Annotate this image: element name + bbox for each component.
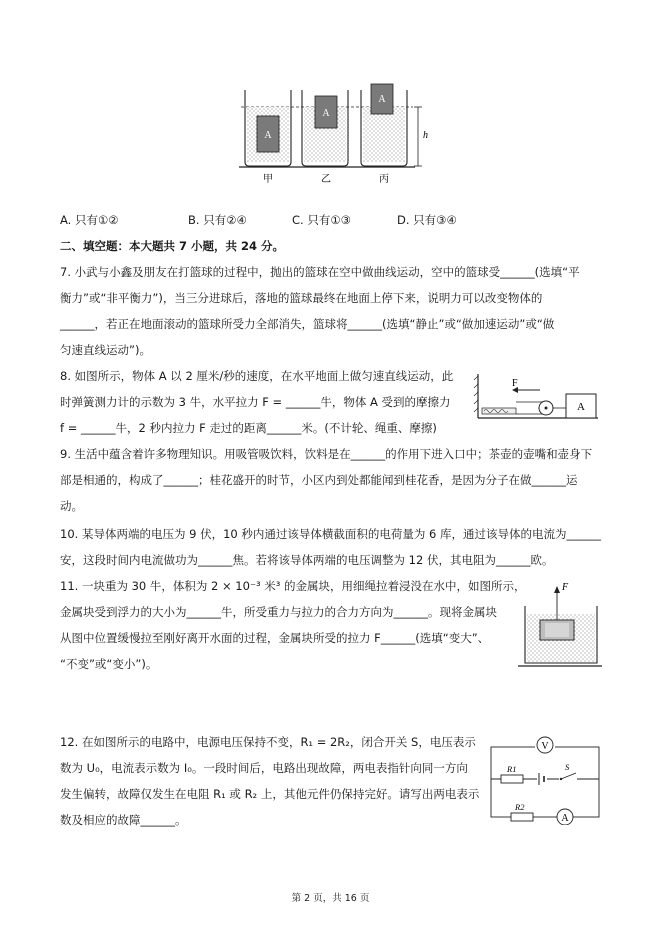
beaker-yi xyxy=(302,90,348,166)
force-f-label: F xyxy=(512,378,518,389)
circuit-figure xyxy=(485,733,605,825)
beaker-bing xyxy=(361,84,407,166)
q12-line-2: 数为 U₀，电流表示数为 I₀。一段时间后，电路出现故障，两电表指针向同一方向 xyxy=(60,761,468,775)
pulley-figure xyxy=(470,372,600,427)
q8-line-3: f = ______牛，2 秒内拉力 F 走过的距离______米。(不计轮、绳重、摩擦) xyxy=(60,421,437,435)
svg-text:V: V xyxy=(541,741,549,752)
svg-text:A: A xyxy=(577,401,585,413)
q12-line-3: 发生偏转，故障仅发生在电阻 R₁ 或 R₂ 上，其他元件仍保持完好。请写出两电表示 xyxy=(60,787,480,801)
q9-line-1: 9. 生活中蕴含着许多物理知识。用吸管吸饮料，饮料是在______的作用下进入口中；茶壶的壶嘴和壶身下 xyxy=(60,447,593,461)
h-label: h xyxy=(423,130,428,141)
q11-line-1: 11. 一块重为 30 牛，体积为 2 × 10⁻³ 米³ 的金属块，用细绳拉着浸没在水中，如图所示， xyxy=(60,579,526,593)
svg-text:A: A xyxy=(378,94,386,105)
q12-line-4: 数及相应的故障______。 xyxy=(60,813,187,827)
label-yi: 乙 xyxy=(321,174,331,185)
q7-line-1: 7. 小武与小鑫及朋友在打篮球的过程中，抛出的篮球在空中做曲线运动，空中的篮球受______(选填“平 xyxy=(60,265,580,279)
q7-line-4: 匀速直线运动”)。 xyxy=(60,343,151,357)
q9-line-3: 动。 xyxy=(60,499,83,513)
resistor-r1 xyxy=(501,775,523,783)
force-f-label-11: F xyxy=(562,582,569,593)
resistor-r2 xyxy=(511,813,533,821)
q6-option-b: B. 只有②④ xyxy=(188,213,247,227)
svg-text:R1: R1 xyxy=(507,764,517,774)
q12-line-1: 12. 在如图所示的电路中，电源电压保持不变，R₁ = 2R₂，闭合开关 S，电压表示 xyxy=(60,735,476,749)
svg-text:A: A xyxy=(264,130,272,141)
svg-text:A: A xyxy=(561,813,569,824)
page-footer: 第 2 页，共 16 页 xyxy=(291,893,370,904)
q11-line-4: “不变”或“变小”)。 xyxy=(60,657,158,671)
label-bing: 丙 xyxy=(379,174,389,185)
q7-line-3: ______，若正在地面滚动的篮球所受力全部消失，篮球将______(选填“静止”或“做加速运动”或“做 xyxy=(60,317,555,331)
q8-line-1: 8. 如图所示，物体 A 以 2 厘米/秒的速度，在水平地面上做匀速直线运动，此 xyxy=(60,369,454,383)
section-title: 二、填空题：本大题共 7 小题，共 24 分。 xyxy=(60,239,285,253)
q9-line-2: 部是相通的，构成了______；桂花盛开的时节，小区内到处都能闻到桂花香，是因为分子在做______运 xyxy=(60,473,578,487)
q6-option-d: D. 只有③④ xyxy=(397,213,457,227)
switch-label: S xyxy=(565,762,570,772)
q11-line-3: 从图中位置缓慢拉至刚好离开水面的过程，金属块所受的拉力 F______(选填“变大”、 xyxy=(60,631,490,645)
q10-line-1: 10. 某导体两端的电压为 9 伏，10 秒内通过该导体横截面积的电荷量为 6 库，通过该导体的电流为______ xyxy=(60,527,601,541)
q7-line-2: 衡力”或“非平衡力”)，当三分进球后，落地的篮球最终在地面上停下来，说明力可以改变物体的 xyxy=(60,291,543,305)
q6-option-c: C. 只有①③ xyxy=(292,213,351,227)
q11-line-2: 金属块受到浮力的大小为______牛，所受重力与拉力的合力方向为______。现将金属块 xyxy=(60,605,497,619)
q6-option-a: A. 只有①② xyxy=(60,213,119,227)
label-jia: 甲 xyxy=(263,174,273,185)
svg-text:R2: R2 xyxy=(515,802,525,812)
beakers-figure xyxy=(235,80,435,190)
beaker-jia xyxy=(245,90,291,166)
submerged-block-figure xyxy=(510,578,605,672)
q8-line-2: 时弹簧测力计的示数为 3 牛，水平拉力 F = ______牛，物体 A 受到的摩擦力 xyxy=(60,395,451,409)
q10-line-2: 安，这段时间内电流做功为______焦。若将该导体两端的电压调整为 12 伏，其电阻为______欧。 xyxy=(60,553,554,567)
svg-text:A: A xyxy=(322,108,330,119)
